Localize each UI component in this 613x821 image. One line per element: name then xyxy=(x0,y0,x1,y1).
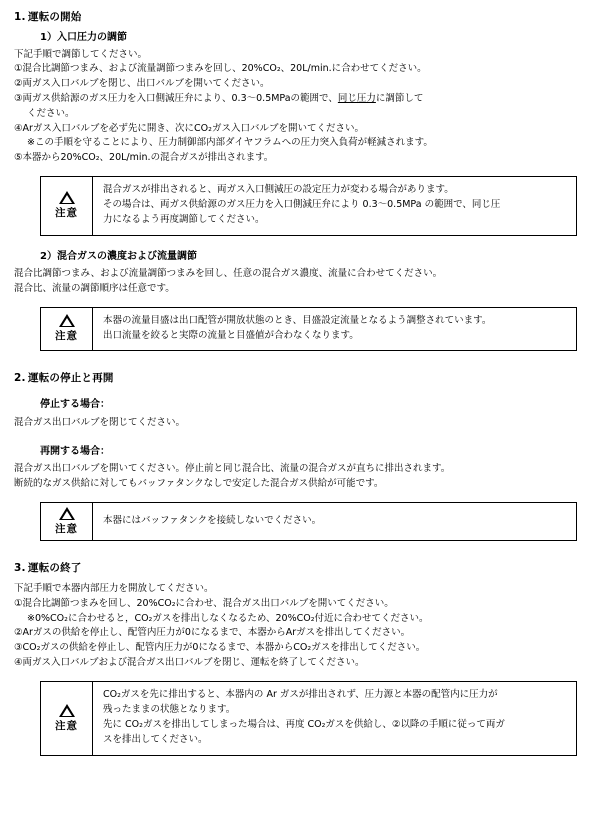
caution-line: 混合ガスが排出されると、両ガス入口側減圧の設定圧力が変わる場合があります。 xyxy=(103,183,454,195)
caution-line: 出口流量を絞ると実際の流量と目盛値が合わなくなります。 xyxy=(103,329,359,341)
list-item-text: ④Arガス入口バルブを必ず先に開き、次にCO₂ガス入口バルブを開いてください。 xyxy=(14,122,364,134)
caution-symbol xyxy=(41,682,93,755)
caution-line: 力になるよう再度調節してください。 xyxy=(103,214,265,226)
caution-line: 先に CO₂ガスを排出してしまった場合は、再度 CO₂ガスを供給し、②以降の手順に従って両ガ xyxy=(103,719,505,731)
subsection-heading-1-2: 2）混合ガスの濃度および流量調節 xyxy=(40,250,197,262)
warning-triangle-icon xyxy=(59,191,75,204)
list-item-text: ください。 xyxy=(27,107,75,119)
caution-body xyxy=(93,503,576,540)
section-heading-2 xyxy=(14,371,599,386)
list-item-continuation xyxy=(27,107,599,121)
list-item xyxy=(14,641,599,655)
restart-heading: 再開する場合： xyxy=(40,445,110,457)
list-item-note-text: ※この手順を守ることにより、圧力制御部内部ダイヤフラムへの圧力突入負荷が軽減されます。 xyxy=(27,137,433,149)
subsection-heading-1-1: 1）入口圧力の調節 xyxy=(40,32,127,44)
stop-line: 混合ガス出口バルブを閉じてください。 xyxy=(14,416,186,428)
procedure-list-3 xyxy=(14,597,599,670)
section-number-2: 2. xyxy=(14,372,26,385)
caution-line: スを排出してください。 xyxy=(103,734,208,746)
caution-symbol xyxy=(41,308,93,351)
stop-heading: 停止する場合： xyxy=(40,399,110,411)
warning-triangle-icon xyxy=(59,314,75,327)
caution-box-3 xyxy=(40,502,577,541)
caution-box-1 xyxy=(40,176,577,236)
caution-line: その場合は、両ガス供給源のガス圧力を入口側減圧弁により 0.3～0.5MPa の範囲で、同じ圧 xyxy=(103,199,501,211)
caution-label: 注意 xyxy=(55,330,78,343)
caution-box-4 xyxy=(40,681,577,756)
section-3-lead: 下記手順で本器内部圧力を開放してください。 xyxy=(14,583,214,595)
subsection-1-1-lead: 下記手順で調節してください。 xyxy=(14,48,148,60)
list-item xyxy=(14,62,599,76)
list-item xyxy=(14,92,599,106)
list-item xyxy=(14,122,599,136)
procedure-list-1-1 xyxy=(14,62,599,164)
subsection-1-2-line-1: 混合比調節つまみ、および流量調節つまみを回し、任意の混合ガス濃度、流量に合わせてください。 xyxy=(14,268,443,280)
subsection-1-2-line-2: 混合比、流量の調節順序は任意です。 xyxy=(14,282,175,294)
caution-symbol xyxy=(41,177,93,235)
list-item-text: ②両ガス入口バルブを閉じ、出口バルブを開いてください。 xyxy=(14,78,270,90)
section-heading-3 xyxy=(14,561,599,576)
caution-body xyxy=(93,308,576,351)
list-item-text: ②Arガスの供給を停止し、配管内圧力が0になるまで、本器からArガスを排出してください。 xyxy=(14,627,411,639)
warning-triangle-icon xyxy=(59,507,75,520)
caution-line: 本器の流量目盛は出口配管が開放状態のとき、目盛設定流量となるよう調整されています。 xyxy=(103,314,492,326)
list-item-note xyxy=(27,136,599,150)
caution-line: 本器にはバッファタンクを接続しないでください。 xyxy=(103,514,322,526)
caution-body xyxy=(93,682,576,755)
caution-label: 注意 xyxy=(55,719,78,732)
list-item xyxy=(14,626,599,640)
list-item-text: ①混合比調節つまみを回し、20%CO₂に合わせ、混合ガス出口バルブを開いてください。 xyxy=(14,597,394,609)
list-item-text-part1: ③両ガス供給源のガス圧力を入口側減圧弁により、0.3～0.5MPaの範囲で、 xyxy=(14,93,338,105)
section-number-1: 1. xyxy=(14,11,26,23)
caution-line: 残ったままの状態となります。 xyxy=(103,703,236,715)
list-item-note xyxy=(27,612,599,626)
caution-label: 注意 xyxy=(55,522,78,535)
list-item-underlined: 同じ圧力 xyxy=(337,93,376,105)
list-item-text: ⑤本器から20%CO₂、20L/min.の混合ガスが排出されます。 xyxy=(14,152,274,164)
list-item-text-part2: に調節して xyxy=(375,93,424,105)
restart-line-1: 混合ガス出口バルブを開いてください。停止前と同じ混合比、流量の混合ガスが直ちに排出されます。 xyxy=(14,463,451,475)
list-item-note-text: ※0%CO₂に合わせると，CO₂ガスを排出しなくなるため、20%CO₂付近に合わせてください。 xyxy=(27,612,429,624)
caution-line: CO₂ガスを先に排出すると、本器内の Ar ガスが排出されず、圧力源と本器の配管内に圧力が xyxy=(103,688,498,700)
section-title-2: 運転の停止と再開 xyxy=(28,372,114,385)
caution-body xyxy=(93,177,576,235)
warning-triangle-icon xyxy=(59,704,75,717)
section-number-3: 3. xyxy=(14,561,26,574)
list-item xyxy=(14,151,599,165)
restart-line-2: 断続的なガス供給に対してもバッファタンクなしで安定した混合ガス供給が可能です。 xyxy=(14,477,384,489)
list-item-text: ③CO₂ガスの供給を停止し、配管内圧力が0になるまで、本器からCO₂ガスを排出してください。 xyxy=(14,642,426,654)
caution-box-2 xyxy=(40,307,577,352)
list-item xyxy=(14,656,599,670)
section-title-3: 運転の終了 xyxy=(28,561,82,574)
list-item-text: ④両ガス入口バルブおよび混合ガス出口バルブを閉じ、運転を終了してください。 xyxy=(14,656,365,668)
list-item xyxy=(14,597,599,611)
section-heading-1 xyxy=(14,10,599,25)
list-item-text: ①混合比調節つまみ、および流量調節つまみを回し、20%CO₂、20L/min.に合わせてください。 xyxy=(14,63,427,75)
caution-label: 注意 xyxy=(55,207,78,220)
list-item-text xyxy=(14,92,599,106)
caution-symbol xyxy=(41,503,93,540)
section-title-1: 運転の開始 xyxy=(28,11,82,23)
list-item xyxy=(14,77,599,91)
